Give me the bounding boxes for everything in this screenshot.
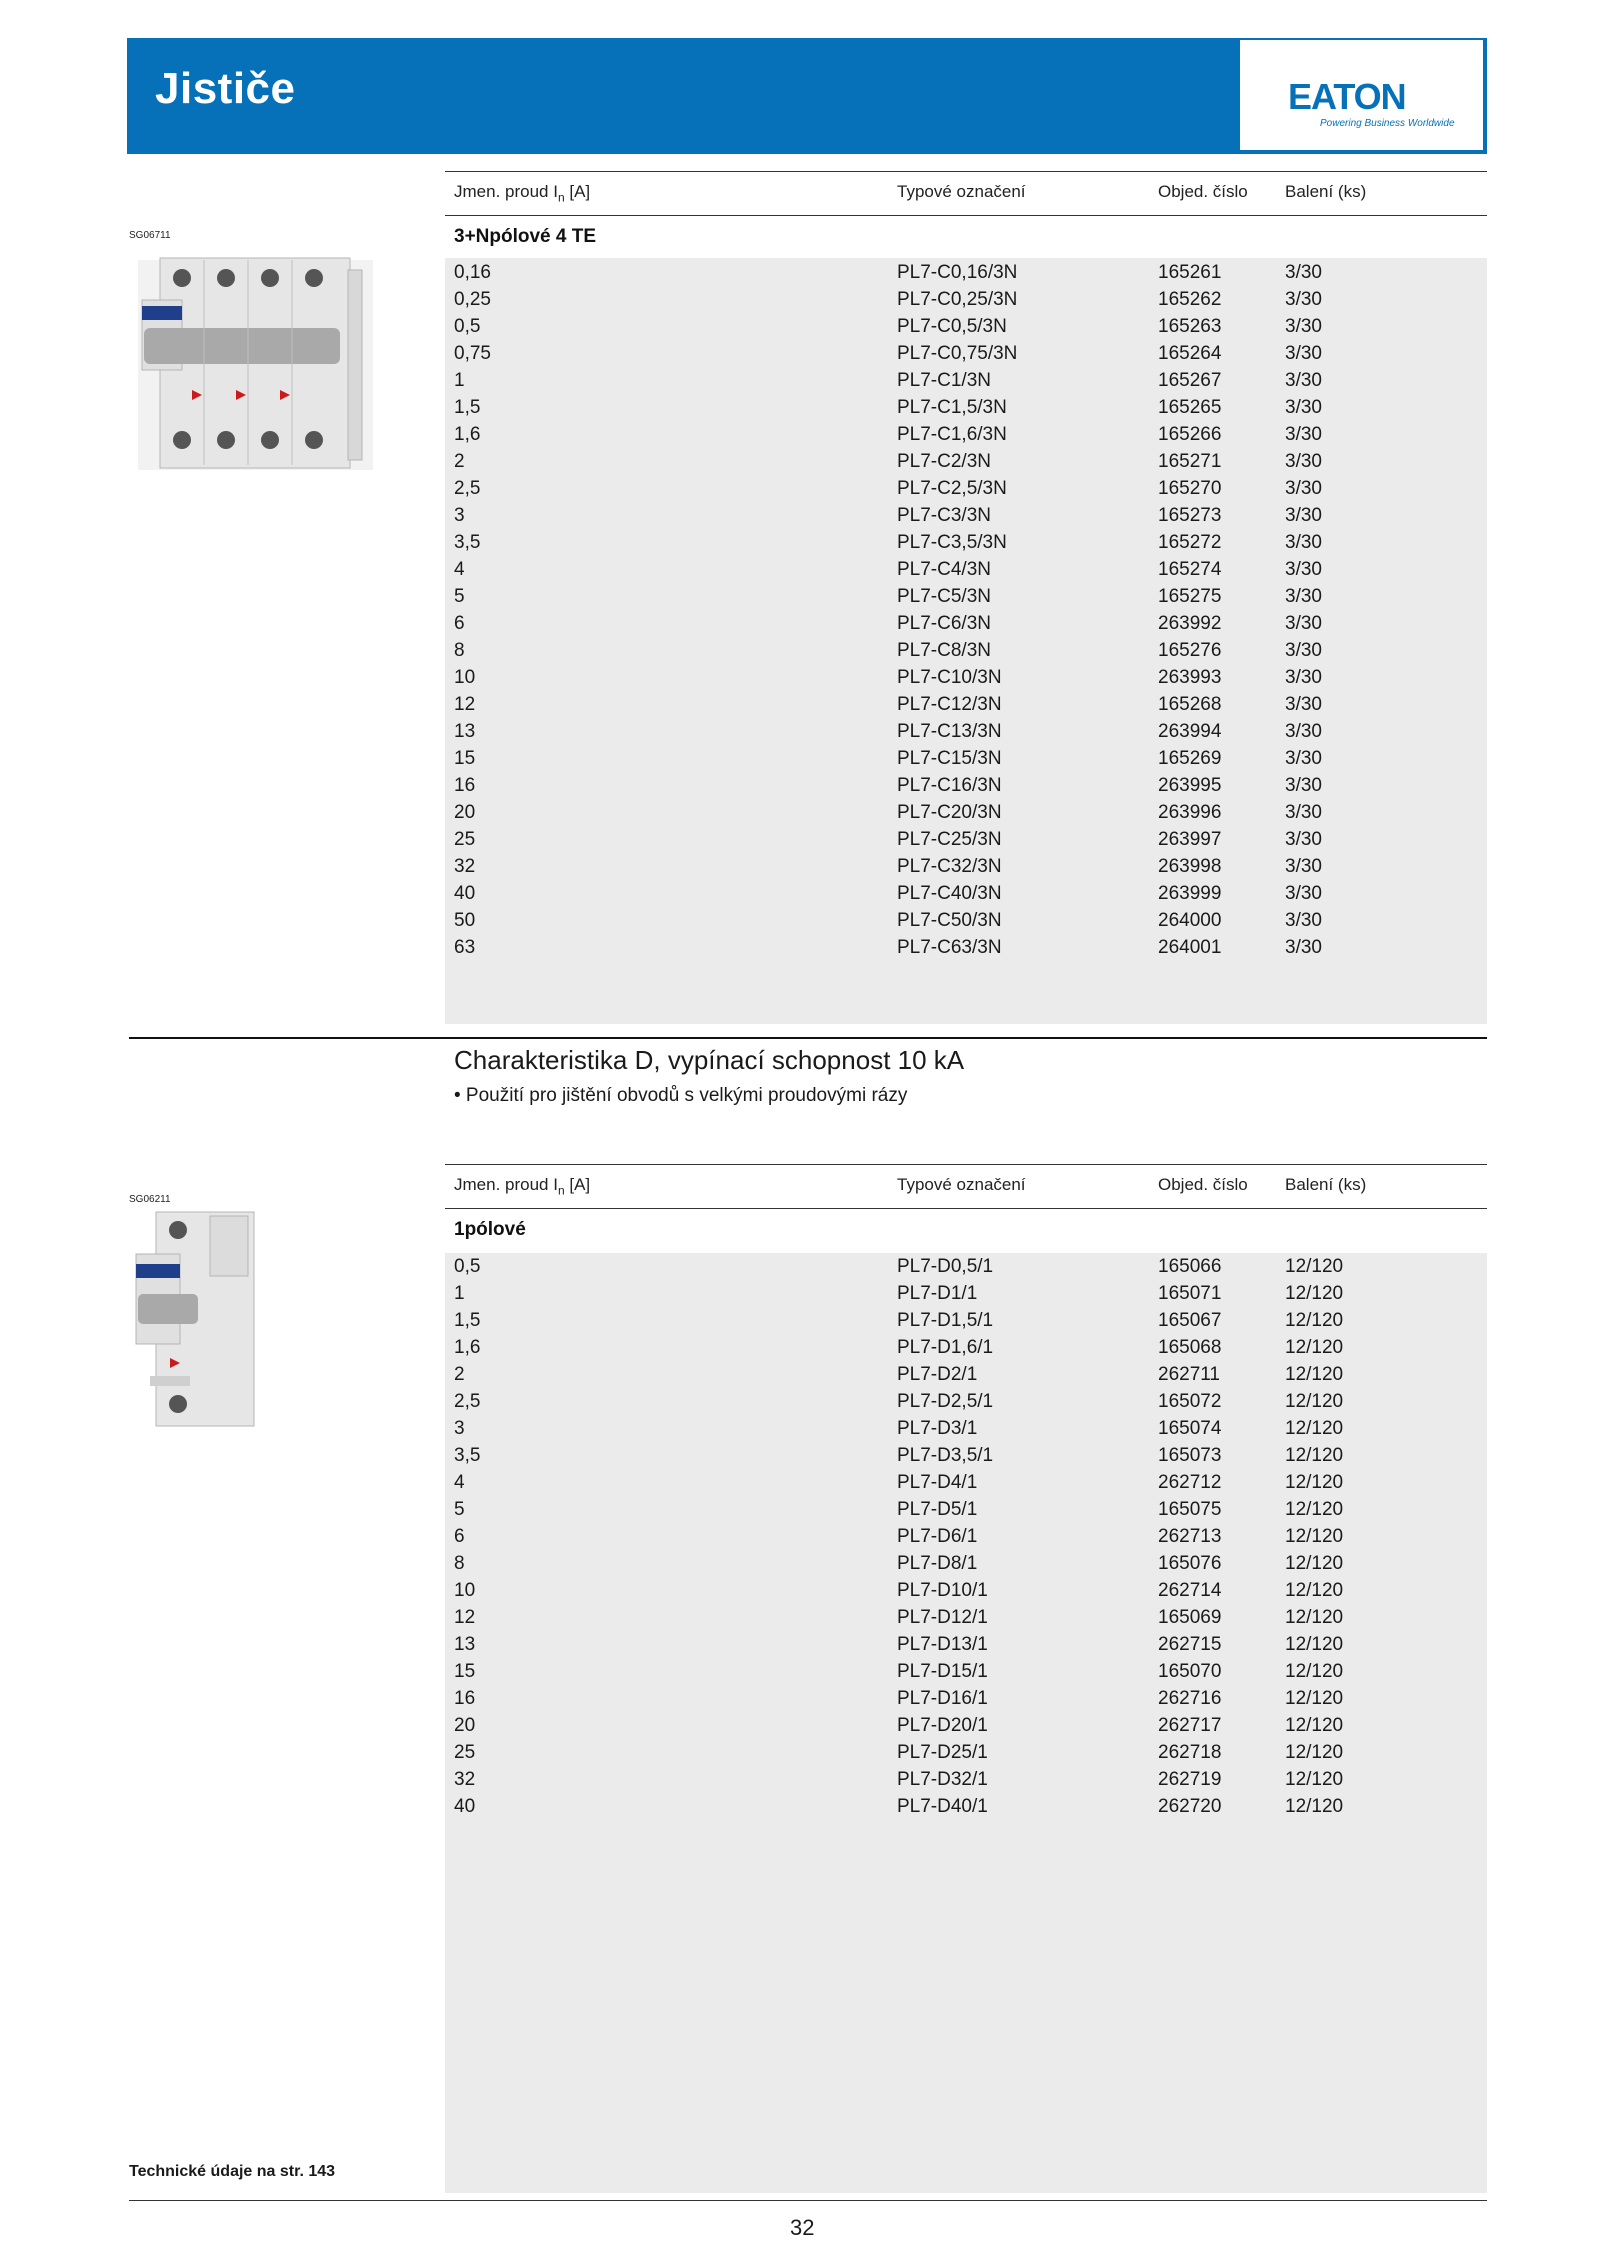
order-number-cell: 165075 xyxy=(1158,1499,1222,1520)
table-row xyxy=(0,1769,1600,1796)
rated-current-cell: 6 xyxy=(454,613,465,634)
order-number-cell: 262720 xyxy=(1158,1796,1222,1817)
divider xyxy=(445,215,1487,216)
packing-cell: 12/120 xyxy=(1285,1742,1344,1763)
packing-cell: 3/30 xyxy=(1285,883,1322,904)
group-heading: 3+Npólové 4 TE xyxy=(454,226,597,247)
type-designation-cell: PL7-D1,6/1 xyxy=(897,1337,994,1358)
rated-current-cell: 1,6 xyxy=(454,424,481,445)
rated-current-cell: 1 xyxy=(454,1283,465,1304)
type-designation-cell: PL7-D1,5/1 xyxy=(897,1310,994,1331)
table-row xyxy=(0,370,1600,397)
type-designation-cell: PL7-C25/3N xyxy=(897,829,1002,850)
packing-cell: 3/30 xyxy=(1285,316,1322,337)
packing-cell: 12/120 xyxy=(1285,1526,1344,1547)
order-number-cell: 263992 xyxy=(1158,613,1222,634)
packing-cell: 12/120 xyxy=(1285,1580,1344,1601)
table-row xyxy=(0,1364,1600,1391)
rated-current-cell: 40 xyxy=(454,883,476,904)
rated-current-cell: 16 xyxy=(454,1688,476,1709)
rated-current-cell: 0,5 xyxy=(454,1256,481,1277)
table-row xyxy=(0,856,1600,883)
rated-current-cell: 0,75 xyxy=(454,343,491,364)
rated-current-cell: 3 xyxy=(454,505,465,526)
image-code: SG06711 xyxy=(129,230,171,241)
order-number-cell: 165074 xyxy=(1158,1418,1222,1439)
packing-cell: 12/120 xyxy=(1285,1634,1344,1655)
rated-current-cell: 2,5 xyxy=(454,1391,481,1412)
col-order-number: Objed. číslo xyxy=(1158,182,1248,201)
section2-bullet: • Použití pro jištění obvodů s velkými proudovými rázy xyxy=(454,1085,908,1106)
order-number-cell: 165266 xyxy=(1158,424,1222,445)
page-number: 32 xyxy=(790,2215,815,2240)
rated-current-cell: 2 xyxy=(454,451,465,472)
table-row xyxy=(0,1418,1600,1445)
rated-current-cell: 0,25 xyxy=(454,289,491,310)
table-row xyxy=(0,802,1600,829)
order-number-cell: 165264 xyxy=(1158,343,1222,364)
table-row xyxy=(0,721,1600,748)
packing-cell: 12/120 xyxy=(1285,1688,1344,1709)
table-row xyxy=(0,1742,1600,1769)
packing-cell: 3/30 xyxy=(1285,775,1322,796)
rated-current-cell: 63 xyxy=(454,937,476,958)
group-heading: 1pólové xyxy=(454,1219,526,1240)
type-designation-cell: PL7-C0,75/3N xyxy=(897,343,1018,364)
rated-current-cell: 50 xyxy=(454,910,476,931)
packing-cell: 3/30 xyxy=(1285,910,1322,931)
order-number-cell: 165070 xyxy=(1158,1661,1222,1682)
type-designation-cell: PL7-D12/1 xyxy=(897,1607,988,1628)
type-designation-cell: PL7-C40/3N xyxy=(897,883,1002,904)
col-rated-current: Jmen. proud $I_n$ [A] xyxy=(454,182,591,205)
type-designation-cell: PL7-C0,16/3N xyxy=(897,262,1018,283)
order-number-cell: 165262 xyxy=(1158,289,1222,310)
page-header xyxy=(127,38,1487,154)
order-number-cell: 165268 xyxy=(1158,694,1222,715)
order-number-cell: 263993 xyxy=(1158,667,1222,688)
type-designation-cell: PL7-C2,5/3N xyxy=(897,478,1007,499)
table-row xyxy=(0,1445,1600,1472)
order-number-cell: 262714 xyxy=(1158,1580,1222,1601)
rated-current-cell: 3,5 xyxy=(454,532,481,553)
page-title: Jističe xyxy=(155,64,296,113)
type-designation-cell: PL7-C1/3N xyxy=(897,370,991,391)
packing-cell: 3/30 xyxy=(1285,802,1322,823)
table-row xyxy=(0,1283,1600,1310)
table-row xyxy=(0,289,1600,316)
order-number-cell: 263999 xyxy=(1158,883,1222,904)
type-designation-cell: PL7-D3/1 xyxy=(897,1418,978,1439)
type-designation-cell: PL7-C6/3N xyxy=(897,613,991,634)
order-number-cell: 165071 xyxy=(1158,1283,1222,1304)
packing-cell: 12/120 xyxy=(1285,1472,1344,1493)
packing-cell: 3/30 xyxy=(1285,370,1322,391)
table-row xyxy=(0,586,1600,613)
table-row xyxy=(0,1715,1600,1742)
rated-current-cell: 15 xyxy=(454,748,476,769)
rated-current-cell: 1 xyxy=(454,370,465,391)
table-row xyxy=(0,532,1600,559)
rated-current-cell: 40 xyxy=(454,1796,476,1817)
packing-cell: 12/120 xyxy=(1285,1391,1344,1412)
order-number-cell: 165270 xyxy=(1158,478,1222,499)
table-row xyxy=(0,1256,1600,1283)
type-designation-cell: PL7-C12/3N xyxy=(897,694,1002,715)
divider xyxy=(445,1208,1487,1209)
packing-cell: 3/30 xyxy=(1285,451,1322,472)
table-row xyxy=(0,1391,1600,1418)
type-designation-cell: PL7-C16/3N xyxy=(897,775,1002,796)
technical-data-note: Technické údaje na str. 143 xyxy=(129,2163,336,2180)
table-row xyxy=(0,1661,1600,1688)
packing-cell: 3/30 xyxy=(1285,613,1322,634)
packing-cell: 12/120 xyxy=(1285,1769,1344,1790)
order-number-cell: 263995 xyxy=(1158,775,1222,796)
rated-current-cell: 25 xyxy=(454,829,476,850)
packing-cell: 3/30 xyxy=(1285,424,1322,445)
order-number-cell: 165263 xyxy=(1158,316,1222,337)
rated-current-cell: 4 xyxy=(454,1472,465,1493)
rated-current-cell: 1,5 xyxy=(454,397,481,418)
packing-cell: 3/30 xyxy=(1285,829,1322,850)
rated-current-cell: 12 xyxy=(454,694,476,715)
table-row xyxy=(0,1337,1600,1364)
order-number-cell: 262718 xyxy=(1158,1742,1222,1763)
rated-current-cell: 32 xyxy=(454,1769,476,1790)
packing-cell: 3/30 xyxy=(1285,586,1322,607)
rated-current-cell: 25 xyxy=(454,1742,476,1763)
order-number-cell: 165273 xyxy=(1158,505,1222,526)
table-row xyxy=(0,397,1600,424)
col-packing: Balení (ks) xyxy=(1285,182,1367,201)
order-number-cell: 262712 xyxy=(1158,1472,1222,1493)
table-row xyxy=(0,937,1600,964)
order-number-cell: 165275 xyxy=(1158,586,1222,607)
packing-cell: 3/30 xyxy=(1285,694,1322,715)
type-designation-cell: PL7-D3,5/1 xyxy=(897,1445,994,1466)
type-designation-cell: PL7-D15/1 xyxy=(897,1661,988,1682)
packing-cell: 3/30 xyxy=(1285,640,1322,661)
order-number-cell: 263996 xyxy=(1158,802,1222,823)
type-designation-cell: PL7-C13/3N xyxy=(897,721,1002,742)
rated-current-cell: 20 xyxy=(454,1715,476,1736)
table-row xyxy=(0,883,1600,910)
table-row xyxy=(0,748,1600,775)
rated-current-cell: 1,5 xyxy=(454,1310,481,1331)
packing-cell: 3/30 xyxy=(1285,856,1322,877)
packing-cell: 12/120 xyxy=(1285,1283,1344,1304)
rated-current-cell: 10 xyxy=(454,667,476,688)
type-designation-cell: PL7-C5/3N xyxy=(897,586,991,607)
order-number-cell: 165072 xyxy=(1158,1391,1222,1412)
type-designation-cell: PL7-C50/3N xyxy=(897,910,1002,931)
table-row xyxy=(0,910,1600,937)
packing-cell: 3/30 xyxy=(1285,559,1322,580)
order-number-cell: 165068 xyxy=(1158,1337,1222,1358)
order-number-cell: 165274 xyxy=(1158,559,1222,580)
type-designation-cell: PL7-D25/1 xyxy=(897,1742,988,1763)
rated-current-cell: 13 xyxy=(454,1634,476,1655)
table-row xyxy=(0,262,1600,289)
packing-cell: 12/120 xyxy=(1285,1337,1344,1358)
rated-current-cell: 13 xyxy=(454,721,476,742)
packing-cell: 3/30 xyxy=(1285,262,1322,283)
table-row xyxy=(0,640,1600,667)
rated-current-cell: 32 xyxy=(454,856,476,877)
footer-divider xyxy=(129,2200,1487,2201)
order-number-cell: 262711 xyxy=(1158,1364,1220,1385)
rated-current-cell: 2 xyxy=(454,1364,465,1385)
order-number-cell: 165073 xyxy=(1158,1445,1222,1466)
type-designation-cell: PL7-D10/1 xyxy=(897,1580,988,1601)
rated-current-cell: 8 xyxy=(454,640,465,661)
order-number-cell: 165267 xyxy=(1158,370,1222,391)
type-designation-cell: PL7-C20/3N xyxy=(897,802,1002,823)
table-row xyxy=(0,559,1600,586)
type-designation-cell: PL7-C3,5/3N xyxy=(897,532,1007,553)
rated-current-cell: 0,5 xyxy=(454,316,481,337)
order-number-cell: 262715 xyxy=(1158,1634,1222,1655)
rated-current-cell: 12 xyxy=(454,1607,476,1628)
table-row xyxy=(0,1553,1600,1580)
rated-current-cell: 16 xyxy=(454,775,476,796)
type-designation-cell: PL7-D2,5/1 xyxy=(897,1391,994,1412)
rated-current-cell: 3 xyxy=(454,1418,465,1439)
type-designation-cell: PL7-D8/1 xyxy=(897,1553,978,1574)
order-number-cell: 263998 xyxy=(1158,856,1222,877)
image-code: SG06211 xyxy=(129,1194,171,1205)
rated-current-cell: 2,5 xyxy=(454,478,481,499)
rated-current-cell: 3,5 xyxy=(454,1445,481,1466)
table-row xyxy=(0,505,1600,532)
table-row xyxy=(0,1796,1600,1823)
order-number-cell: 165066 xyxy=(1158,1256,1222,1277)
packing-cell: 12/120 xyxy=(1285,1445,1344,1466)
table-row xyxy=(0,1499,1600,1526)
table-row xyxy=(0,613,1600,640)
type-designation-cell: PL7-C32/3N xyxy=(897,856,1002,877)
packing-cell: 12/120 xyxy=(1285,1418,1344,1439)
packing-cell: 3/30 xyxy=(1285,667,1322,688)
order-number-cell: 165272 xyxy=(1158,532,1222,553)
type-designation-cell: PL7-D4/1 xyxy=(897,1472,978,1493)
packing-cell: 12/120 xyxy=(1285,1661,1344,1682)
order-number-cell: 165269 xyxy=(1158,748,1222,769)
table-row xyxy=(0,667,1600,694)
type-designation-cell: PL7-C63/3N xyxy=(897,937,1002,958)
type-designation-cell: PL7-D20/1 xyxy=(897,1715,988,1736)
rated-current-cell: 15 xyxy=(454,1661,476,1682)
packing-cell: 3/30 xyxy=(1285,937,1322,958)
type-designation-cell: PL7-D2/1 xyxy=(897,1364,978,1385)
packing-cell: 3/30 xyxy=(1285,397,1322,418)
order-number-cell: 165076 xyxy=(1158,1553,1222,1574)
order-number-cell: 165067 xyxy=(1158,1310,1222,1331)
rated-current-cell: 5 xyxy=(454,1499,465,1520)
col-order-number: Objed. číslo xyxy=(1158,1175,1248,1194)
order-number-cell: 165265 xyxy=(1158,397,1222,418)
order-number-cell: 165276 xyxy=(1158,640,1222,661)
col-type: Typové označení xyxy=(897,182,1026,201)
packing-cell: 3/30 xyxy=(1285,289,1322,310)
rated-current-cell: 5 xyxy=(454,586,465,607)
type-designation-cell: PL7-D16/1 xyxy=(897,1688,988,1709)
packing-cell: 12/120 xyxy=(1285,1553,1344,1574)
table-row xyxy=(0,343,1600,370)
order-number-cell: 262719 xyxy=(1158,1769,1222,1790)
table-row xyxy=(0,1580,1600,1607)
brand-tagline: Powering Business Worldwide xyxy=(1320,118,1455,129)
type-designation-cell: PL7-C10/3N xyxy=(897,667,1002,688)
packing-cell: 3/30 xyxy=(1285,478,1322,499)
table-row xyxy=(0,451,1600,478)
table-row xyxy=(0,1310,1600,1337)
order-number-cell: 165261 xyxy=(1158,262,1222,283)
packing-cell: 3/30 xyxy=(1285,505,1322,526)
type-designation-cell: PL7-D5/1 xyxy=(897,1499,978,1520)
rated-current-cell: 6 xyxy=(454,1526,465,1547)
order-number-cell: 262717 xyxy=(1158,1715,1222,1736)
type-designation-cell: PL7-D32/1 xyxy=(897,1769,988,1790)
type-designation-cell: PL7-C0,25/3N xyxy=(897,289,1018,310)
table-row xyxy=(0,829,1600,856)
rated-current-cell: 10 xyxy=(454,1580,476,1601)
section-divider xyxy=(129,1037,1487,1039)
packing-cell: 3/30 xyxy=(1285,532,1322,553)
rated-current-cell: 0,16 xyxy=(454,262,491,283)
divider xyxy=(445,1164,1487,1165)
type-designation-cell: PL7-C1,5/3N xyxy=(897,397,1007,418)
table-row xyxy=(0,1526,1600,1553)
brand-logo xyxy=(1240,40,1483,150)
type-designation-cell: PL7-D13/1 xyxy=(897,1634,988,1655)
rated-current-cell: 8 xyxy=(454,1553,465,1574)
packing-cell: 12/120 xyxy=(1285,1499,1344,1520)
table-row xyxy=(0,1688,1600,1715)
order-number-cell: 262716 xyxy=(1158,1688,1222,1709)
packing-cell: 3/30 xyxy=(1285,721,1322,742)
type-designation-cell: PL7-C0,5/3N xyxy=(897,316,1007,337)
type-designation-cell: PL7-C15/3N xyxy=(897,748,1002,769)
packing-cell: 12/120 xyxy=(1285,1607,1344,1628)
table-row xyxy=(0,1634,1600,1661)
type-designation-cell: PL7-C1,6/3N xyxy=(897,424,1007,445)
divider xyxy=(445,171,1487,172)
rated-current-cell: 20 xyxy=(454,802,476,823)
type-designation-cell: PL7-D40/1 xyxy=(897,1796,988,1817)
col-packing: Balení (ks) xyxy=(1285,1175,1367,1194)
table-row xyxy=(0,775,1600,802)
type-designation-cell: PL7-C4/3N xyxy=(897,559,991,580)
packing-cell: 3/30 xyxy=(1285,748,1322,769)
col-rated-current: Jmen. proud $I_n$ [A] xyxy=(454,1175,591,1198)
order-number-cell: 264000 xyxy=(1158,910,1222,931)
type-designation-cell: PL7-D6/1 xyxy=(897,1526,978,1547)
order-number-cell: 165271 xyxy=(1158,451,1222,472)
type-designation-cell: PL7-C2/3N xyxy=(897,451,991,472)
packing-cell: 12/120 xyxy=(1285,1310,1344,1331)
table-row xyxy=(0,1472,1600,1499)
order-number-cell: 263997 xyxy=(1158,829,1222,850)
order-number-cell: 263994 xyxy=(1158,721,1222,742)
table-row xyxy=(0,1607,1600,1634)
brand-logo-wordmark: EATON xyxy=(1288,76,1406,117)
rated-current-cell: 4 xyxy=(454,559,465,580)
type-designation-cell: PL7-D0,5/1 xyxy=(897,1256,994,1277)
col-type: Typové označení xyxy=(897,1175,1026,1194)
order-number-cell: 264001 xyxy=(1158,937,1222,958)
table-row xyxy=(0,478,1600,505)
packing-cell: 3/30 xyxy=(1285,343,1322,364)
table-row xyxy=(0,694,1600,721)
rated-current-cell: 1,6 xyxy=(454,1337,481,1358)
table-row xyxy=(0,424,1600,451)
type-designation-cell: PL7-C8/3N xyxy=(897,640,991,661)
table-row xyxy=(0,316,1600,343)
type-designation-cell: PL7-D1/1 xyxy=(897,1283,978,1304)
packing-cell: 12/120 xyxy=(1285,1256,1344,1277)
packing-cell: 12/120 xyxy=(1285,1364,1344,1385)
order-number-cell: 165069 xyxy=(1158,1607,1222,1628)
section2-title: Charakteristika D, vypínací schopnost 10 kA xyxy=(454,1045,965,1075)
order-number-cell: 262713 xyxy=(1158,1526,1222,1547)
packing-cell: 12/120 xyxy=(1285,1715,1344,1736)
packing-cell: 12/120 xyxy=(1285,1796,1344,1817)
type-designation-cell: PL7-C3/3N xyxy=(897,505,991,526)
